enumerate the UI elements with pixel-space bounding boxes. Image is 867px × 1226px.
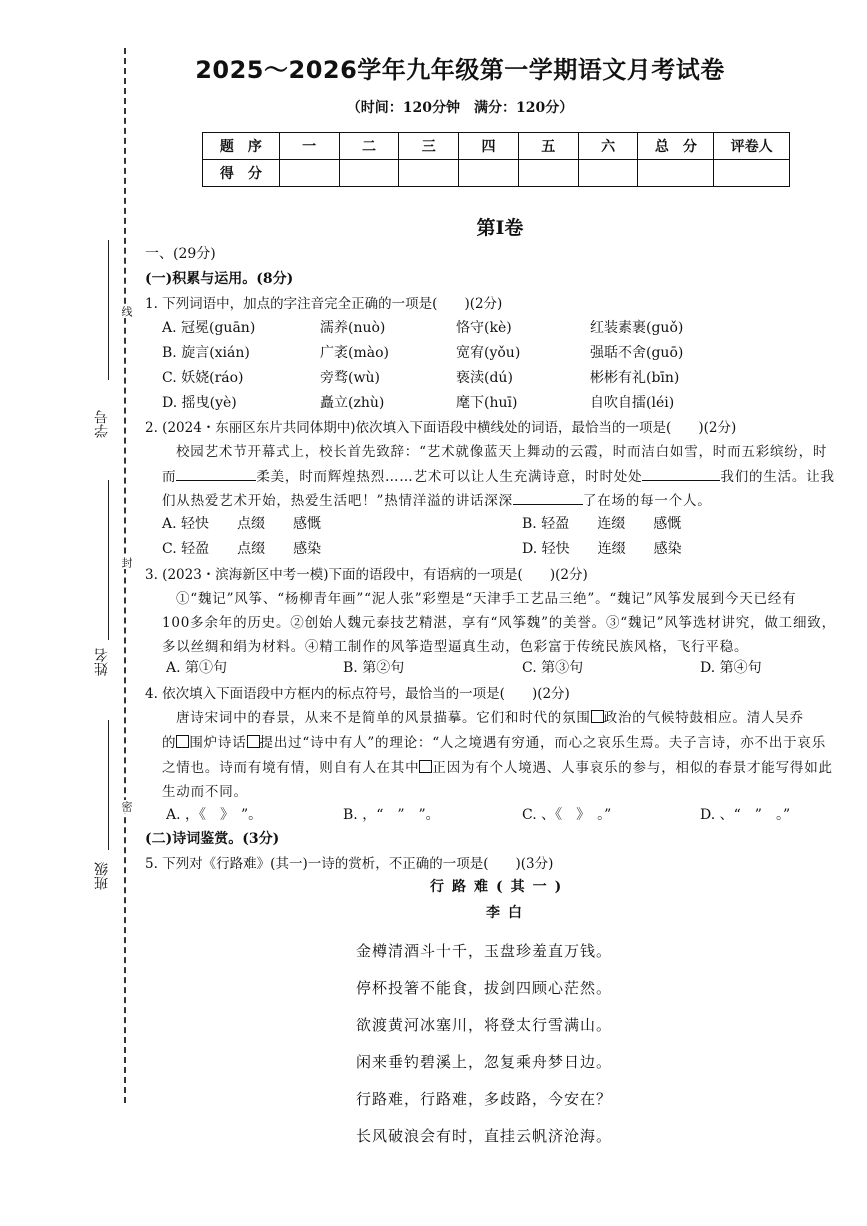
q4-passage-line: 生动而不同。	[162, 784, 248, 800]
score-cell: 题 序	[203, 133, 280, 160]
q2-blank-3[interactable]	[513, 492, 583, 505]
q1-option-c[interactable]: C. 妖娆(ráo)	[162, 370, 244, 386]
q4-text: 唐诗宋词中的春景，从来不是简单的风景描摹。它们和时代的氛围	[176, 710, 591, 726]
q4-punctuation-box[interactable]	[591, 710, 604, 723]
q1-option-b-word: 强聒不舍(guō)	[590, 345, 684, 361]
q4-text: 的	[162, 735, 177, 751]
volume-heading: 第Ⅰ卷	[476, 217, 524, 239]
binding-dashed-line	[124, 48, 126, 1103]
q4-punctuation-box[interactable]	[176, 735, 189, 748]
score-cell: 六	[578, 133, 638, 160]
question-3-stem: 3. (2023・滨海新区中考一模)下面的语段中，有语病的一项是( )(2分)	[145, 567, 588, 583]
question-5-stem: 5. 下列对《行路难》(其一)一诗的赏析，不正确的一项是( )(3分)	[145, 856, 554, 872]
question-4-stem: 4. 依次填入下面语段中方框内的标点符号，最恰当的一项是( )(2分)	[145, 686, 570, 702]
subsection-header: (二)诗词鉴赏。(3分)	[145, 831, 280, 847]
poem-line: 闲来垂钓碧溪上，忽复乘舟梦日边。	[356, 1053, 613, 1071]
q1-option-d-word: 自吹自擂(léi)	[590, 395, 675, 411]
q3-option-b[interactable]: B. 第②句	[343, 660, 405, 676]
q4-passage-line	[176, 706, 804, 726]
student-id-label: 学号	[94, 410, 110, 438]
q4-text: 正因为有个人境遇、人事哀乐的参与，相似的春景才能写得如此	[432, 760, 833, 776]
name-label: 姓名	[94, 648, 110, 676]
score-input-cell[interactable]	[339, 160, 399, 187]
q3-passage-line: 多以丝绸和绢为材料。④精工制作的风筝造型逼真生动，色彩富于传统民族风格，飞行平稳。	[162, 639, 749, 655]
exam-title: 2025～2026学年九年级第一学期语文月考试卷	[195, 56, 725, 84]
q3-passage-line: 100多余年的历史。②创始人魏元泰技艺精湛，享有“风筝魏”的美誉。③“魏记”风筝选材讲究，做工细致，	[162, 615, 836, 631]
class-label: 班级	[94, 862, 110, 890]
q4-text: 之情也。诗而有境有情，则自有人在其中	[162, 760, 420, 776]
q2-blank-1[interactable]	[176, 468, 256, 481]
q1-option-b-word: 广袤(mào)	[320, 345, 389, 361]
q2-blank-2[interactable]	[642, 468, 720, 481]
q4-option-c[interactable]: C. 、《 》 。”	[522, 807, 612, 823]
q3-option-d[interactable]: D. 第④句	[700, 660, 762, 676]
score-cell: 四	[459, 133, 519, 160]
poem-line: 停杯投箸不能食，拔剑四顾心茫然。	[356, 979, 613, 997]
q2-passage-line	[162, 489, 712, 509]
margin-word-mi: 密	[120, 801, 133, 812]
q4-passage-line	[162, 731, 826, 751]
q1-option-c-word: 亵渎(dú)	[456, 370, 513, 386]
poem-title: 行路难(其一)	[430, 879, 570, 895]
poem-line: 长风破浪会有时，直挂云帆济沧海。	[356, 1127, 613, 1145]
score-cell: 五	[518, 133, 578, 160]
class-line	[108, 720, 109, 850]
question-1-stem: 1. 下列词语中，加点的字注音完全正确的一项是( )(2分)	[145, 296, 503, 312]
poem-line: 欲渡黄河冰塞川，将登太行雪满山。	[356, 1016, 613, 1034]
section-header: 一、(29分)	[145, 246, 216, 262]
q1-option-a-word: 红装素裹(guǒ)	[590, 320, 684, 336]
score-table	[202, 132, 790, 187]
exam-subtitle: （时间：120分钟 满分：120分）	[346, 100, 574, 116]
q4-text: 围炉诗话	[189, 735, 247, 751]
score-input-cell[interactable]	[638, 160, 714, 187]
q4-passage-line	[162, 756, 833, 776]
score-cell: 总 分	[638, 133, 714, 160]
student-id-line	[108, 240, 109, 380]
q2-option-b[interactable]: B. 轻盈 连缀 感慨	[522, 516, 682, 532]
q2-text: 了在场的每一个人。	[582, 493, 712, 509]
margin-word-feng: 封	[120, 557, 133, 568]
q2-passage-line: 校园艺术节开幕式上，校长首先致辞：“艺术就像蓝天上舞动的云霞，时而洁白如雪，时而五彩缤纷，时	[176, 444, 828, 460]
q2-passage-line	[162, 465, 835, 485]
q1-option-d-word: 麾下(huī)	[456, 395, 518, 411]
score-input-cell[interactable]	[399, 160, 459, 187]
q1-option-d[interactable]: D. 摇曳(yè)	[162, 395, 237, 411]
poem-author: 李白	[486, 905, 530, 921]
q1-option-a-word: 濡养(nuò)	[320, 320, 386, 336]
q4-option-a[interactable]: A. ，《 》 ”。	[166, 807, 263, 823]
q1-option-b[interactable]: B. 旋言(xián)	[162, 345, 250, 361]
name-line	[108, 480, 109, 640]
score-cell: 二	[339, 133, 399, 160]
q1-option-c-word: 彬彬有礼(bīn)	[590, 370, 680, 386]
q4-punctuation-box[interactable]	[419, 760, 432, 773]
q3-option-c[interactable]: C. 第③句	[522, 660, 584, 676]
score-table-score-row	[203, 160, 790, 187]
poem-line: 金樽清酒斗十千，玉盘珍羞直万钱。	[356, 942, 613, 960]
q4-text: 政治的气候特鼓相应。清人吴乔	[603, 710, 804, 726]
q1-option-d-word: 矗立(zhù)	[320, 395, 385, 411]
score-input-cell[interactable]	[279, 160, 339, 187]
score-input-cell[interactable]	[578, 160, 638, 187]
score-input-cell[interactable]	[518, 160, 578, 187]
q2-option-d[interactable]: D. 轻快 连缀 感染	[522, 541, 682, 557]
question-2-stem: 2. (2024・东丽区东片共同体期中)依次填入下面语段中横线处的词语，最恰当的一项是( )(2分)	[145, 420, 737, 436]
score-input-cell[interactable]	[714, 160, 790, 187]
q1-option-a-word: 恪守(kè)	[456, 320, 512, 336]
q3-option-a[interactable]: A. 第①句	[166, 660, 228, 676]
q1-option-a[interactable]: A. 冠冕(guān)	[162, 320, 256, 336]
q2-text: 我们的生活。让我	[720, 469, 835, 485]
margin-word-xian: 线	[120, 306, 133, 317]
q2-option-a[interactable]: A. 轻快 点缀 感慨	[162, 516, 322, 532]
q3-passage-line: ①“魏记”风筝、“杨柳青年画”“泥人张”彩塑是“天津手工艺品三绝”。“魏记”风筝发展到今天已经有	[176, 591, 797, 607]
q4-option-b[interactable]: B. ，“ ” ”。	[343, 807, 440, 823]
q2-text: 们从热爱艺术开始，热爱生活吧！”热情洋溢的讲话深深	[162, 493, 513, 509]
q2-text: 柔美，时而辉煌热烈……艺术可以让人生充满诗意，时时处处	[256, 469, 643, 485]
score-cell: 评卷人	[714, 133, 790, 160]
q4-punctuation-box[interactable]	[247, 735, 260, 748]
score-cell: 一	[279, 133, 339, 160]
q1-option-c-word: 旁骛(wù)	[320, 370, 380, 386]
q2-text: 而	[162, 469, 177, 485]
score-cell: 三	[399, 133, 459, 160]
q1-option-b-word: 宽宥(yǒu)	[456, 345, 521, 361]
score-table-header-row	[203, 133, 790, 160]
q2-option-c[interactable]: C. 轻盈 点缀 感染	[162, 541, 322, 557]
q4-option-d[interactable]: D. 、“ ” 。”	[700, 807, 791, 823]
q4-text: 提出过“诗中有人”的理论：“人之境遇有穷通，而心之哀乐生焉。夫子言诗，亦不出于哀乐	[259, 735, 827, 751]
score-cell: 得 分	[203, 160, 280, 187]
subsection-header: (一)积累与运用。(8分)	[145, 271, 294, 287]
score-input-cell[interactable]	[459, 160, 519, 187]
poem-line: 行路难，行路难，多歧路，今安在？	[356, 1090, 613, 1108]
